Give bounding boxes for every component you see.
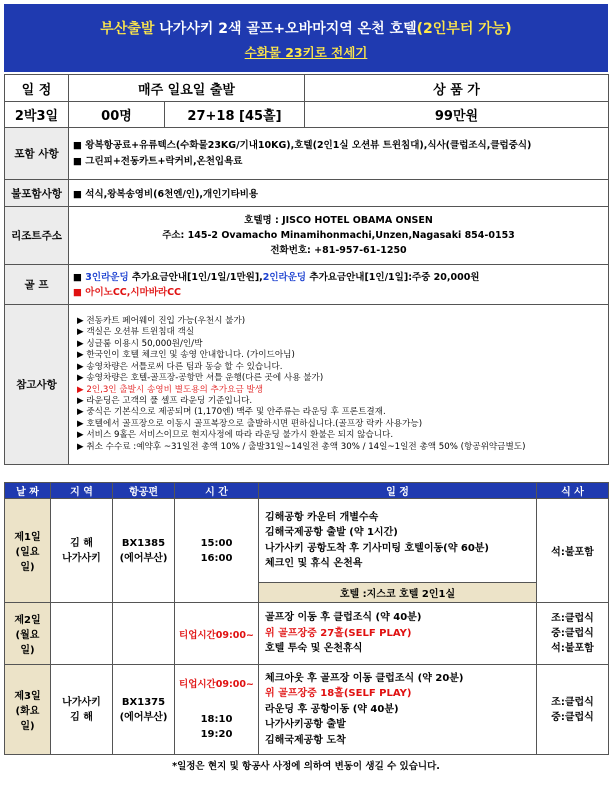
- col-header-time: 시 간: [175, 483, 259, 499]
- col-header-flight: 항공편: [113, 483, 175, 499]
- page-subtitle: 수화물 23키로 전세기: [244, 45, 368, 60]
- list-item: ▶ 객실은 오션뷰 트윈침대 객실: [77, 327, 195, 338]
- page-title: 부산출발 나가사키 2색 골프+오바마지역 온천 호텔(2인부터 가능): [100, 21, 512, 37]
- notes-label: 참고사항: [5, 305, 69, 465]
- excluded-label: 불포함사항: [5, 180, 69, 207]
- holes-value: 27+18 [45홀]: [165, 102, 305, 128]
- list-item: ▶ 호텔에서 골프장으로 이동시 골프복장으로 출발하시면 편하십니다.(골프장 락카 사용가능): [77, 418, 423, 429]
- title-banner: [4, 4, 608, 72]
- day3-region: 나가사키 김 해: [51, 665, 113, 755]
- list-item: ▶ 중식은 기본식으로 제공되며 (1,170엔) 맥주 및 안주류는 라운딩 후 프론트결재.: [77, 407, 386, 418]
- resort-label: 리조트주소: [5, 207, 69, 265]
- list-item: ▶ 전동카트 페어웨이 진입 가능(우천시 불가): [77, 316, 246, 327]
- notes-content: [69, 305, 609, 465]
- day1-meal: 석:불포함: [537, 499, 609, 603]
- hotel-phone: 전화번호: +81-957-61-1250: [270, 245, 407, 256]
- day3-time: 티업시간09:00~ 18:10 19:20: [175, 665, 259, 755]
- price-value: 99만원: [305, 102, 609, 128]
- excluded-content: ■ 석식,왕복송영비(6천엔/인),개인기타비용: [69, 180, 609, 207]
- list-item: ▶ 송영차량은 셔틀로써 다른 팀과 동승 할 수 있습니다.: [77, 361, 283, 372]
- day2-date: 제2일 (월요일): [5, 603, 51, 665]
- day1-date: 제1일 (일요일): [5, 499, 51, 603]
- col-header-schedule: 일 정: [259, 483, 537, 499]
- day3-meal: 조:클럽식 중:클럽식: [537, 665, 609, 755]
- table-row: [5, 603, 609, 665]
- day1-region: 김 해 나가사키: [51, 499, 113, 603]
- day2-flight: [113, 603, 175, 665]
- list-item: ▶ 한국인이 호텔 체크인 및 송영 안내합니다. (가이드아님): [77, 350, 295, 361]
- included-label: 포함 사항: [5, 128, 69, 180]
- headcount-value: 00명: [69, 102, 165, 128]
- list-item: ▶ 2인,3인 출발시 송영비 별도용의 추가요금 발생: [77, 384, 264, 395]
- list-item: ▶ 서비스 9홀은 서비스이므로 현지사정에 따라 라운딩 불가시 환불은 되지 않습니다.: [77, 430, 394, 441]
- list-item: ▶ 송영차량은 호텔-골프장-공항만 셔틀 운행(다른 곳에 사용 불가): [77, 373, 324, 384]
- list-item: ▶ 싱글룸 이용시 50,000원/인/박: [77, 338, 203, 349]
- itinerary-table: [4, 482, 609, 755]
- table-row: [5, 665, 609, 755]
- day1-time: 15:00 16:00: [175, 499, 259, 603]
- hotel-address: 주소: 145-2 Ovamacho Minamihonmachi,Unzen,Nagasaki 854-0153: [162, 230, 515, 241]
- included-content: ■ 왕복항공료+유류텍스(수화물23KG/기내10KG),호텔(2인1실 오션뷰 트윈침대),식사(클럽조식,클럽중식) ■ 그린피+전동카트+락커비,온천입욕료: [69, 128, 609, 180]
- footnote: *일정은 현지 및 항공사 사정에 의하여 변동이 생길 수 있습니다.: [172, 761, 440, 772]
- notes-list: [77, 316, 604, 453]
- hotel-name: 호텔명 : JISCO HOTEL OBAMA ONSEN: [244, 215, 433, 226]
- col-header-date: 날 짜: [5, 483, 51, 499]
- col-header-region: 지 역: [51, 483, 113, 499]
- day3-flight: BX1375 (에어부산): [113, 665, 175, 755]
- schedule-label: 일 정: [5, 75, 69, 102]
- day3-date: 제3일 (화요일): [5, 665, 51, 755]
- day2-region: [51, 603, 113, 665]
- day1-flight: BX1385 (에어부산): [113, 499, 175, 603]
- col-header-meal: 식 사: [537, 483, 609, 499]
- table-row: [5, 499, 609, 583]
- list-item: ▶ 취소 수수료 :예약후 ~31일전 총액 10% / 출발31일~14일전 총액 30% / 14일~1일전 총액 50% (항공위약금별도): [77, 441, 526, 452]
- golf-label: 골 프: [5, 265, 69, 305]
- golf-content: [69, 265, 609, 305]
- day2-tee-time: 티업시간09:00~: [175, 603, 259, 665]
- golf-courses: ■ 아이노CC,시마바라CC: [73, 286, 182, 298]
- resort-content: [69, 207, 609, 265]
- info-table: [4, 74, 609, 465]
- departure-label: 매주 일요일 출발: [69, 75, 305, 102]
- duration-value: 2박3일: [5, 102, 69, 128]
- day2-schedule: 골프장 이동 후 클럽조식 (약 40분) 위 골프장중 27홀(SELF PLAY) 호텔 투숙 및 온천휴식: [259, 603, 537, 665]
- golf-fee-line: ■ 3인라운딩 추가요금안내[1인/1일/1만원],2인라운딩 추가요금안내[1인/1일]:주중 20,000원: [73, 271, 480, 283]
- day3-schedule: 체크아웃 후 골프장 이동 클럽조식 (약 20분) 위 골프장중 18홀(SELF PLAY) 라운딩 후 공항이동 (약 40분) 나가사키공항 출발 김해국제공항 도착: [259, 665, 537, 755]
- day1-schedule: 김해공항 카운터 개별수속 김해국제공항 출발 (약 1시간) 나가사키 공항도착 후 기사미팅 호텔이동(약 60분) 체크인 및 휴식 온천욕: [259, 499, 537, 583]
- day1-hotel: 호텔 :지스코 호텔 2인1실: [259, 583, 537, 603]
- day2-meal: 조:클럽식 중:클럽식 석:불포함: [537, 603, 609, 665]
- price-label: 상 품 가: [305, 75, 609, 102]
- list-item: ▶ 라운딩은 고객의 풀 셀프 라운딩 기준입니다.: [77, 395, 253, 406]
